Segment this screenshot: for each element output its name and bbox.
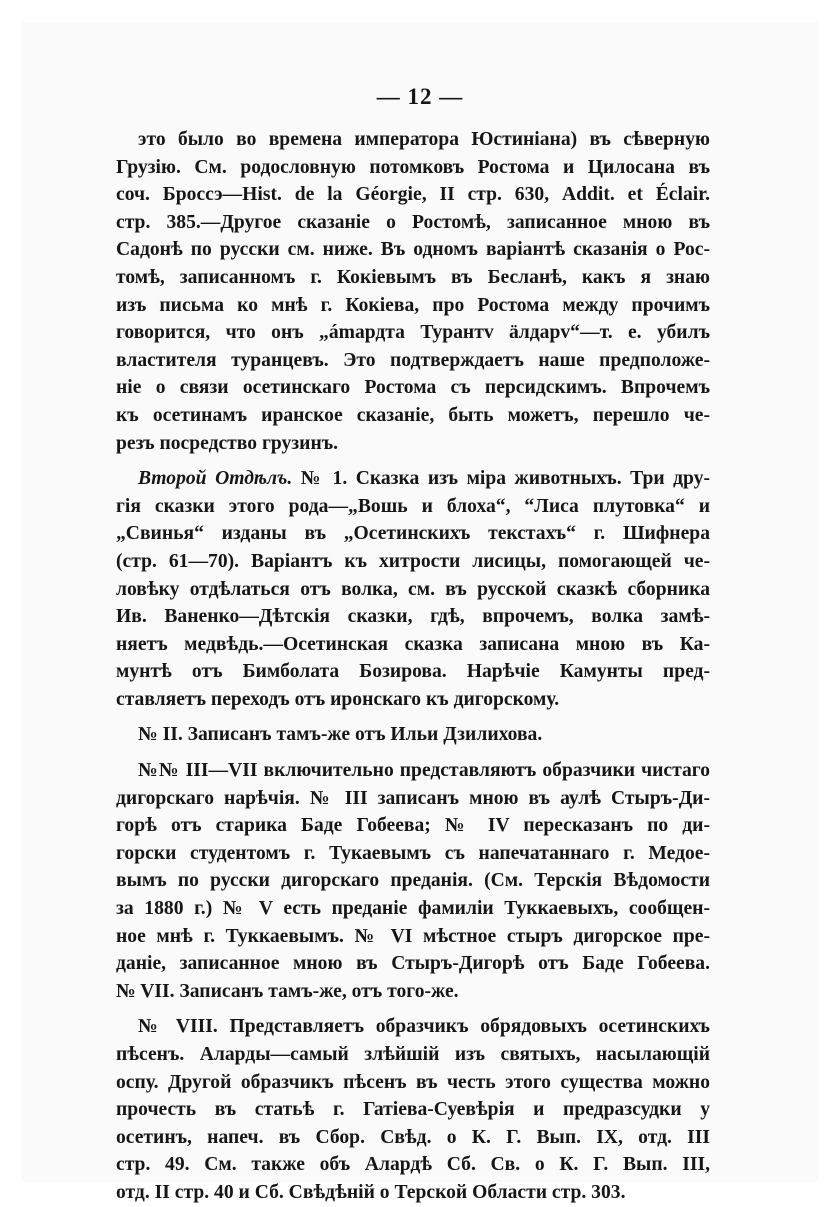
line-text: отд. II стр. 40 и Сб. Свѣдѣній о Терской Области стр. 303.: [116, 1181, 626, 1203]
line-text: гія сказки этого рода—„Вошь и блоха“, “Лиса плутовка“ и: [116, 495, 710, 517]
text-line: [116, 978, 710, 1006]
line-text: вымъ по русски дигорскаго преданія. (См. Терскія Вѣдомости: [116, 870, 710, 892]
paragraph-gap: [116, 749, 710, 757]
text-line: [116, 181, 710, 209]
line-text: № VIII. Представляетъ образчикъ обрядовыхъ осетинскихъ: [138, 1016, 710, 1038]
text-line: [116, 236, 710, 264]
line-text: № 1. Сказка изъ міра животныхъ. Три дру-: [300, 468, 710, 490]
text-line: [116, 209, 710, 237]
text-line: [116, 658, 710, 686]
line-text: резъ посредство грузинъ.: [116, 432, 339, 454]
line-text: Садонѣ по русски см. ниже. Въ одномъ варіантѣ сказанія о Рос-: [116, 239, 710, 261]
line-text: горски студентомъ г. Тукаевымъ съ напечатаннаго г. Медое-: [116, 842, 710, 864]
line-text: ніе о связи осетинскаго Ростома съ персидскимъ. Впрочемъ: [116, 377, 710, 399]
text-line: [116, 520, 710, 548]
text-line: [116, 1096, 710, 1124]
text-line: [116, 548, 710, 576]
text-line: [116, 1179, 710, 1207]
line-text: Грузію. См. родословную потомковъ Ростома и Цилосана въ: [116, 156, 710, 178]
line-text: няетъ медвѣдь.—Осетинская сказка записана мною въ Ка-: [116, 633, 710, 655]
line-text: властителя туранцевъ. Это подтверждаетъ наше предположе-: [116, 349, 710, 371]
line-text: оспу. Другой образчикъ пѣсенъ въ честь этого существа можно: [116, 1071, 710, 1093]
line-text: горѣ отъ старика Баде Гобеева; № IV пересказанъ по ди-: [116, 815, 710, 837]
line-text: № VII. Записанъ тамъ-же, отъ того-же.: [116, 980, 459, 1002]
line-text: ловѣку отдѣлаться отъ волка, см. въ русской сказкѣ сборника: [116, 578, 710, 600]
text-line: [116, 374, 710, 402]
line-text: говорится, что онъ „ámардта Турантv äлдарv“—т. е. убилъ: [116, 322, 710, 344]
text-line: [116, 950, 710, 978]
text-line: [116, 785, 710, 813]
text-line: [116, 757, 710, 785]
line-text: даніе, записанное мною въ Стыръ-Дигорѣ отъ Баде Гобеева.: [116, 953, 710, 975]
text-line: [116, 347, 710, 375]
line-text: Ив. Ваненко—Дѣтскія сказки, гдѣ, впрочемъ, волка замѣ-: [116, 606, 710, 628]
text-line: [116, 1124, 710, 1152]
line-text: осетинъ, напеч. въ Сбор. Свѣд. о К. Г. Вып. IX, отд. III: [116, 1126, 710, 1148]
text-line: [116, 923, 710, 951]
line-text: томѣ, записанномъ г. Кокіевымъ въ Бесланѣ, какъ я знаю: [116, 266, 710, 288]
text-line: [116, 631, 710, 659]
text-line: [116, 465, 710, 493]
text-line: [116, 576, 710, 604]
text-line: [116, 840, 710, 868]
paragraph-gap: [116, 457, 710, 465]
text-line: [116, 867, 710, 895]
line-text: дигорскаго нарѣчія. № III записанъ мною въ аулѣ Стыръ-Ди-: [116, 787, 710, 809]
line-text: (стр. 61—70). Варіантъ къ хитрости лисицы, помогающей че-: [116, 550, 710, 572]
text-line: [116, 721, 710, 749]
text-body: [116, 126, 710, 1207]
line-text: это было во времена императора Юстиніана) въ сѣверную: [138, 129, 710, 150]
line-text: ное мнѣ г. Туккаевымъ. № VI мѣстное стыръ дигорское пре-: [116, 925, 710, 947]
line-text: стр. 385.—Другое сказаніе о Ростомѣ, записанное мною въ: [116, 211, 710, 233]
line-text: изъ письма ко мнѣ г. Кокіева, про Ростома между прочимъ: [116, 294, 710, 316]
page-number: — 12 —: [376, 84, 464, 109]
text-line: [116, 1041, 710, 1069]
line-text: №№ III—VII включительно представляютъ образчики чистаго: [138, 760, 710, 782]
line-text: „Свинья“ изданы въ „Осетинскихъ текстахъ“ г. Шифнера: [116, 523, 710, 545]
line-text: № II. Записанъ тамъ-же отъ Ильи Дзилихова.: [138, 724, 543, 746]
text-line: [116, 402, 710, 430]
text-line: [116, 1013, 710, 1041]
line-text: стр. 49. См. также объ Алардѣ Сб. Св. о К. Г. Вып. III,: [116, 1154, 710, 1176]
text-line: [116, 603, 710, 631]
text-line: [116, 292, 710, 320]
section-title: Второй Отдѣлъ.: [138, 468, 293, 490]
text-line: [116, 264, 710, 292]
line-text: ставляетъ переходъ отъ иронскаго къ дигорскому.: [116, 688, 560, 710]
line-text: мунтѣ отъ Бимболата Бозирова. Нарѣчіе Камунты пред-: [116, 661, 710, 683]
text-line: [116, 126, 710, 154]
paragraph-gap: [116, 1005, 710, 1013]
line-text: пѣсенъ. Аларды—самый злѣйшій изъ святыхъ, насылающій: [116, 1044, 710, 1065]
text-line: [116, 1069, 710, 1097]
text-line: [116, 493, 710, 521]
text-line: [116, 319, 710, 347]
text-line: [116, 686, 710, 714]
text-line: [116, 154, 710, 182]
line-text: за 1880 г.) № V есть преданіе фамиліи Туккаевыхъ, сообщен-: [116, 898, 710, 920]
text-line: [116, 812, 710, 840]
paragraph-gap: [116, 713, 710, 721]
text-line: [116, 1151, 710, 1179]
line-text: къ осетинамъ иранское сказаніе, быть можетъ, перешло че-: [116, 404, 710, 426]
text-line: [116, 430, 710, 458]
text-line: [116, 895, 710, 923]
line-text: прочесть въ статьѣ г. Гатіева-Суевѣрія и предразсудки у: [116, 1099, 710, 1121]
line-text: соч. Броссэ—Hist. de la Géorgie, II стр. 630, Addit. et Éclair.: [116, 184, 710, 206]
